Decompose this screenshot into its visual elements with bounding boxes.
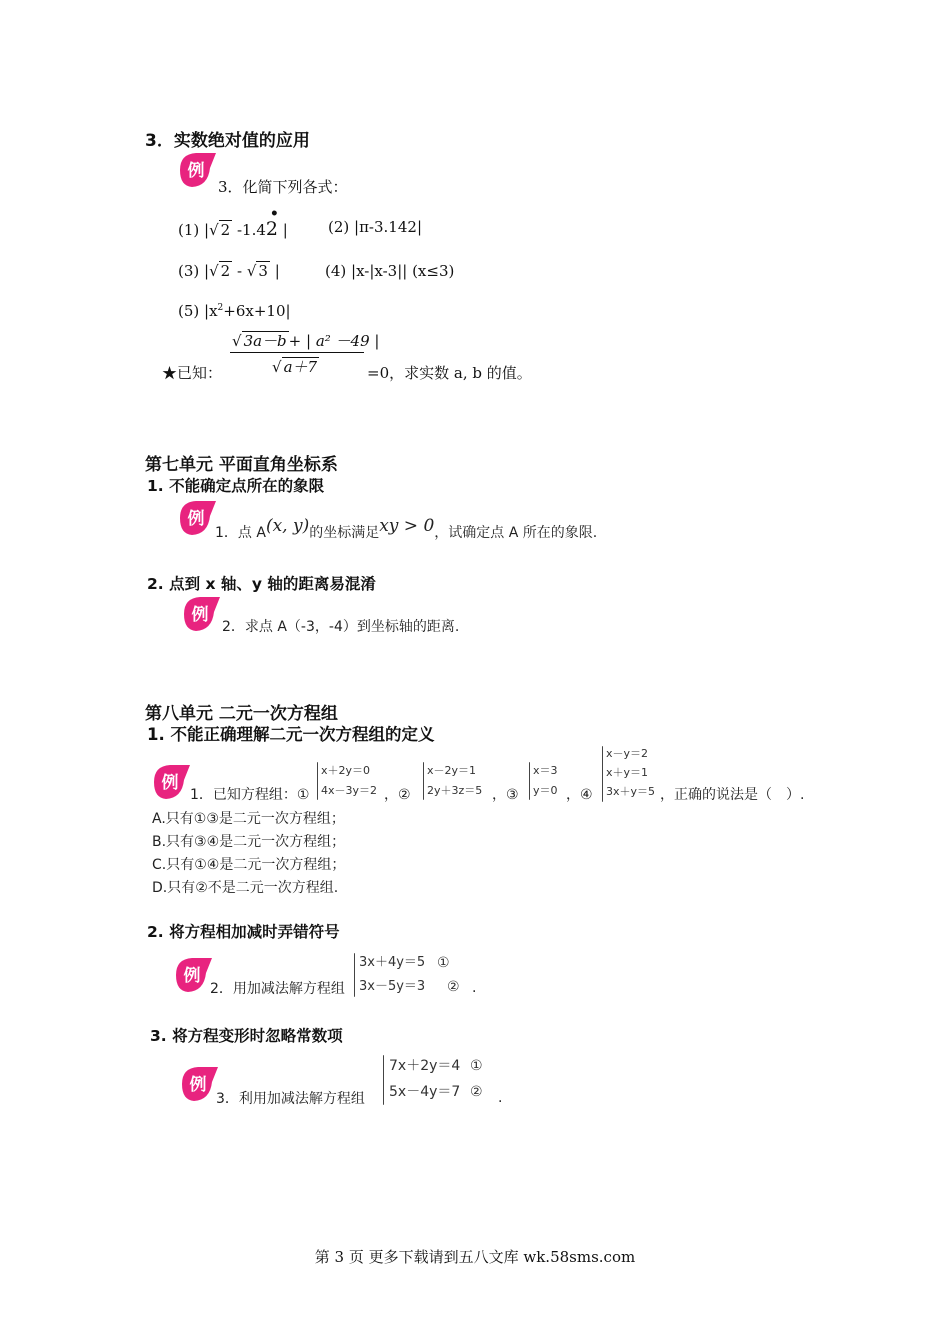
svg-text:例: 例 [161, 773, 179, 793]
system-3: x＝3 y＝0 [533, 764, 558, 797]
period: . [472, 980, 477, 996]
unit8-example-2: 2．用加减法解方程组 [210, 981, 345, 997]
unit8-example-1-m3: ，③ [492, 787, 519, 803]
system-brace [383, 1055, 384, 1105]
unit8-subheading-1: 1. 不能正确理解二元一次方程组的定义 [147, 725, 435, 744]
fraction-numerator: √ 3a－b + | a² －49 | [232, 332, 380, 350]
item-3: (3) |√ 2 - √ 3 | [178, 262, 280, 280]
svg-text:例: 例 [191, 605, 209, 625]
unit7-title: 第七单元 平面直角坐标系 [145, 455, 338, 475]
option-c: C.只有①④是二元一次方程组； [152, 857, 346, 873]
item-5: (5) $|x^2+6x+10|$ [178, 302, 291, 320]
unit8-title: 第八单元 二元一次方程组 [145, 704, 338, 724]
page-footer: 第 3 页 更多下载请到五八文库 wk.58sms.com [314, 1248, 636, 1266]
example-badge-icon [176, 498, 218, 538]
period: . [498, 1090, 503, 1106]
example-prompt: 3．化简下列各式： [218, 178, 348, 196]
svg-text:例: 例 [183, 966, 201, 986]
system-brace [423, 762, 424, 800]
example-badge-icon [178, 1064, 220, 1104]
known-tail: =0，求实数 a, b 的值。 [367, 364, 532, 382]
system-1: x＋2y＝0 4x－3y＝2 [321, 764, 378, 797]
system-ex3: 7x＋2y＝4 5x－4y＝7 [389, 1058, 461, 1100]
item-4: (4) |x-|x-3|| (x≤3) [325, 262, 455, 280]
unit8-example-1-m4: ，④ [566, 787, 593, 803]
svg-text:例: 例 [187, 509, 205, 529]
system-4: x－y＝2 x＋y＝1 3x＋y＝5 [606, 747, 656, 798]
option-a: A.只有①③是二元一次方程组； [152, 811, 345, 827]
options-list [152, 808, 345, 900]
system-ex2: 3x＋4y＝5 3x－5y＝3 [359, 955, 426, 994]
section-heading: 3．实数绝对值的应用 [145, 131, 310, 151]
system-2: x－2y＝1 2y＋3z＝5 [427, 764, 483, 797]
equation-markers: ① ② [470, 1058, 483, 1100]
svg-text:例: 例 [189, 1075, 207, 1095]
example-badge-icon [172, 955, 214, 995]
example-badge-icon [180, 594, 222, 634]
example-badge-icon [176, 150, 218, 190]
unit7-example-2: 2．求点 A（-3，-4）到坐标轴的距离. [222, 619, 460, 635]
item-2: (2) |π-3.142| [328, 218, 422, 236]
unit7-subheading-2: 2. 点到 x 轴、y 轴的距离易混淆 [147, 575, 376, 593]
system-brace [529, 762, 530, 800]
option-b: B.只有③④是二元一次方程组； [152, 834, 346, 850]
fraction-denominator: √ a＋7 [272, 358, 318, 376]
unit8-example-1-m2: ，② [384, 787, 411, 803]
unit8-subheading-3: 3. 将方程变形时忽略常数项 [150, 1027, 343, 1045]
item-1: (1) |√ 2 -1.4 • 2 | [178, 206, 288, 240]
unit8-example-1-post: ，正确的说法是（ ）. [660, 787, 805, 803]
system-brace [354, 953, 355, 997]
unit7-example-1: 1．点 A(x, y)的坐标满足xy > 0，试确定点 A 所在的象限. [215, 516, 598, 541]
system-brace [602, 746, 603, 802]
unit8-example-3: 3．利用加减法解方程组 [216, 1091, 365, 1107]
unit7-subheading-1: 1. 不能确定点所在的象限 [147, 477, 325, 495]
option-d: D.只有②不是二元一次方程组. [152, 880, 339, 896]
equation-markers: ① ② [437, 955, 460, 995]
fraction-bar [230, 352, 364, 353]
known-label: ★已知： [162, 364, 223, 382]
system-brace [317, 762, 318, 800]
example-badge-icon [150, 762, 192, 802]
unit8-example-1-pre: 1．已知方程组：① [190, 787, 310, 803]
unit8-subheading-2: 2. 将方程相加减时弄错符号 [147, 923, 340, 941]
svg-text:例: 例 [187, 161, 205, 181]
